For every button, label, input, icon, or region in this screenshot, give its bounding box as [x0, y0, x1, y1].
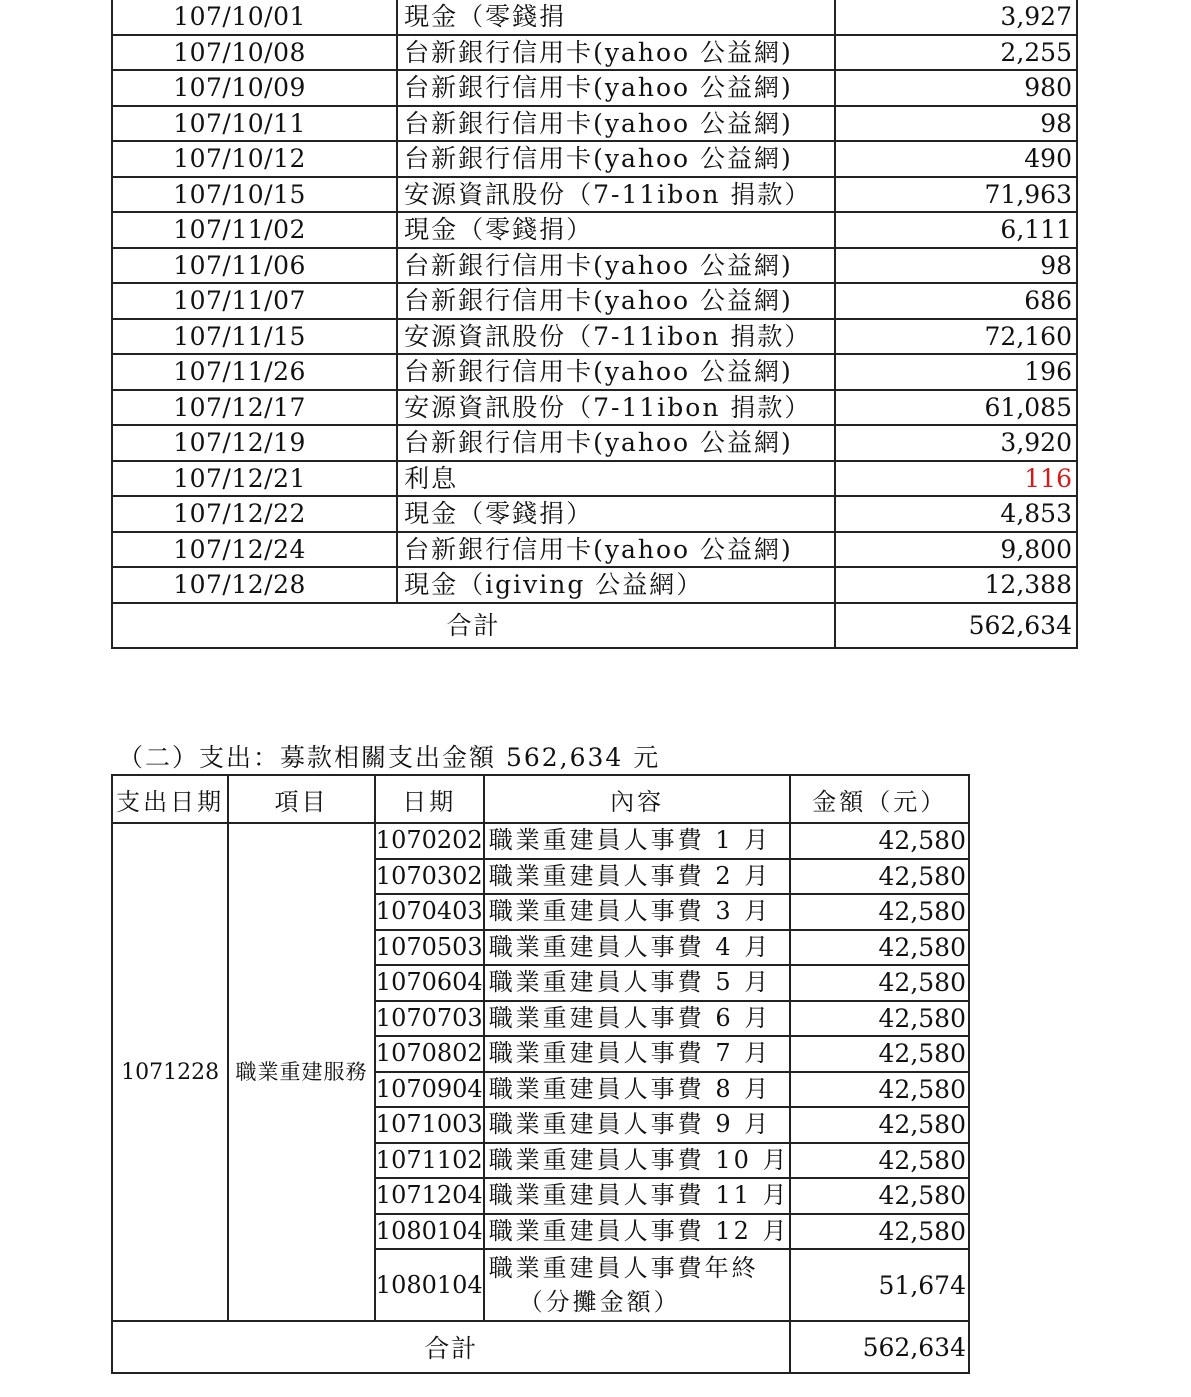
expense-amount-cell: 42,580 [790, 1178, 969, 1214]
expense-amount-cell: 42,580 [790, 859, 969, 895]
income-row [112, 70, 1077, 106]
expense-desc-cell: 職業重建員人事費 3 月 [484, 894, 791, 930]
income-date-cell: 107/10/15 [112, 177, 397, 213]
income-date-cell: 107/12/21 [112, 461, 397, 497]
expense-date-cell: 1080104 [375, 1249, 484, 1321]
expense-amount-cell: 51,674 [790, 1249, 969, 1321]
income-date-cell: 107/10/08 [112, 35, 397, 71]
income-date-cell: 107/11/26 [112, 354, 397, 390]
income-row [112, 35, 1077, 71]
income-amount-cell: 12,388 [835, 567, 1077, 603]
expense-desc-cell: 職業重建員人事費 10 月 [484, 1143, 791, 1179]
income-row [112, 283, 1077, 319]
expense-header-cell: 日期 [375, 775, 484, 823]
expense-header-cell: 支出日期 [112, 775, 228, 823]
expense-desc-cell: 職業重建員人事費 4 月 [484, 930, 791, 966]
income-date-cell: 107/12/22 [112, 496, 397, 532]
income-source-cell: 台新銀行信用卡(yahoo 公益網) [397, 35, 835, 71]
expense-amount-cell: 42,580 [790, 1214, 969, 1250]
expense-date-cell: 1070802 [375, 1036, 484, 1072]
expense-item-cell: 職業重建服務 [228, 823, 375, 1321]
income-source-cell: 台新銀行信用卡(yahoo 公益網) [397, 425, 835, 461]
expense-desc-cell: 職業重建員人事費 6 月 [484, 1001, 791, 1037]
income-row [112, 212, 1077, 248]
income-source-cell: 台新銀行信用卡(yahoo 公益網) [397, 106, 835, 142]
income-total-label: 合計 [112, 603, 835, 648]
income-date-cell: 107/10/09 [112, 70, 397, 106]
expense-amount-cell: 42,580 [790, 894, 969, 930]
income-date-cell: 107/11/15 [112, 319, 397, 355]
expense-amount-cell: 42,580 [790, 965, 969, 1001]
income-amount-cell: 98 [835, 106, 1077, 142]
expense-table [111, 774, 970, 1374]
expense-date-cell: 1070302 [375, 859, 484, 895]
expense-amount-cell: 42,580 [790, 1036, 969, 1072]
expense-desc-cell: 職業重建員人事費 11 月 [484, 1178, 791, 1214]
income-date-cell: 107/10/12 [112, 141, 397, 177]
income-row [112, 106, 1077, 142]
income-source-cell: 台新銀行信用卡(yahoo 公益網) [397, 141, 835, 177]
expense-heading: （二）支出：募款相關支出金額 562,634 元 [118, 743, 661, 772]
expense-amount-cell: 42,580 [790, 1072, 969, 1108]
income-amount-cell: 9,800 [835, 532, 1077, 568]
expense-pay-date-cell: 1071228 [112, 823, 228, 1321]
income-row [112, 496, 1077, 532]
income-source-cell: 現金（零錢捐 [397, 0, 835, 35]
expense-header-row [112, 775, 969, 823]
income-row [112, 248, 1077, 284]
expense-date-cell: 1070703 [375, 1001, 484, 1037]
income-source-cell: 現金（零錢捐） [397, 212, 835, 248]
income-date-cell: 107/11/07 [112, 283, 397, 319]
income-row [112, 177, 1077, 213]
expense-date-cell: 1070904 [375, 1072, 484, 1108]
expense-date-cell: 1070403 [375, 894, 484, 930]
income-amount-cell: 196 [835, 354, 1077, 390]
expense-date-cell: 1071102 [375, 1143, 484, 1179]
income-date-cell: 107/12/19 [112, 425, 397, 461]
expense-date-cell: 1071204 [375, 1178, 484, 1214]
expense-total-amount: 562,634 [790, 1321, 969, 1373]
income-amount-cell: 3,927 [835, 0, 1077, 35]
expense-date-cell: 1070503 [375, 930, 484, 966]
expense-amount-cell: 42,580 [790, 1143, 969, 1179]
income-amount-cell: 116 [835, 461, 1077, 497]
expense-desc-cell: 職業重建員人事費 12 月 [484, 1214, 791, 1250]
income-amount-cell: 71,963 [835, 177, 1077, 213]
income-source-cell: 台新銀行信用卡(yahoo 公益網) [397, 532, 835, 568]
income-source-cell: 台新銀行信用卡(yahoo 公益網) [397, 283, 835, 319]
income-source-cell: 台新銀行信用卡(yahoo 公益網) [397, 70, 835, 106]
expense-total-row [112, 1321, 969, 1373]
income-amount-cell: 98 [835, 248, 1077, 284]
income-amount-cell: 61,085 [835, 390, 1077, 426]
income-source-cell: 利息 [397, 461, 835, 497]
income-row [112, 461, 1077, 497]
expense-date-cell: 1070604 [375, 965, 484, 1001]
expense-header-cell: 內容 [484, 775, 791, 823]
income-total-row [112, 603, 1077, 648]
income-row [112, 319, 1077, 355]
income-amount-cell: 490 [835, 141, 1077, 177]
expense-desc-cell: 職業重建員人事費 8 月 [484, 1072, 791, 1108]
income-table-body [112, 0, 1077, 648]
income-source-cell: 台新銀行信用卡(yahoo 公益網) [397, 248, 835, 284]
expense-amount-cell: 42,580 [790, 823, 969, 859]
income-date-cell: 107/11/02 [112, 212, 397, 248]
expense-amount-cell: 42,580 [790, 930, 969, 966]
income-table [111, 0, 1078, 649]
income-source-cell: 現金（零錢捐） [397, 496, 835, 532]
expense-desc-cell: 職業重建員人事費 9 月 [484, 1107, 791, 1143]
expense-total-label: 合計 [112, 1321, 790, 1373]
income-row [112, 354, 1077, 390]
income-total-amount: 562,634 [835, 603, 1077, 648]
expense-date-cell: 1071003 [375, 1107, 484, 1143]
income-row [112, 567, 1077, 603]
income-row [112, 425, 1077, 461]
income-amount-cell: 980 [835, 70, 1077, 106]
income-date-cell: 107/12/17 [112, 390, 397, 426]
expense-header-cell: 項目 [228, 775, 375, 823]
income-amount-cell: 4,853 [835, 496, 1077, 532]
income-source-cell: 安源資訊股份（7-11ibon 捐款） [397, 177, 835, 213]
income-source-cell: 安源資訊股份（7-11ibon 捐款） [397, 319, 835, 355]
income-amount-cell: 72,160 [835, 319, 1077, 355]
expense-desc-cell: 職業重建員人事費 1 月 [484, 823, 791, 859]
expense-row [112, 823, 969, 859]
expense-header-cell: 金額（元） [790, 775, 969, 823]
income-amount-cell: 3,920 [835, 425, 1077, 461]
expense-desc-line2: （分攤金額） [518, 1288, 681, 1316]
expense-desc-cell: 職業重建員人事費 5 月 [484, 965, 791, 1001]
income-row [112, 390, 1077, 426]
expense-amount-cell: 42,580 [790, 1001, 969, 1037]
income-amount-cell: 686 [835, 283, 1077, 319]
expense-amount-cell: 42,580 [790, 1107, 969, 1143]
income-date-cell: 107/12/28 [112, 567, 397, 603]
income-row [112, 0, 1077, 35]
income-date-cell: 107/11/06 [112, 248, 397, 284]
income-date-cell: 107/12/24 [112, 532, 397, 568]
expense-desc-cell: 職業重建員人事費 7 月 [484, 1036, 791, 1072]
income-source-cell: 現金（igiving 公益網） [397, 567, 835, 603]
expense-date-cell: 1080104 [375, 1214, 484, 1250]
expense-desc-line1: 職業重建員人事費年終 [488, 1254, 759, 1282]
income-row [112, 141, 1077, 177]
income-source-cell: 台新銀行信用卡(yahoo 公益網) [397, 354, 835, 390]
expense-date-cell: 1070202 [375, 823, 484, 859]
expense-desc-cell [484, 1249, 791, 1321]
income-date-cell: 107/10/01 [112, 0, 397, 35]
income-row [112, 532, 1077, 568]
income-amount-cell: 6,111 [835, 212, 1077, 248]
income-amount-cell: 2,255 [835, 35, 1077, 71]
expense-desc-cell: 職業重建員人事費 2 月 [484, 859, 791, 895]
expense-table-body [112, 775, 969, 1373]
income-date-cell: 107/10/11 [112, 106, 397, 142]
income-source-cell: 安源資訊股份（7-11ibon 捐款） [397, 390, 835, 426]
